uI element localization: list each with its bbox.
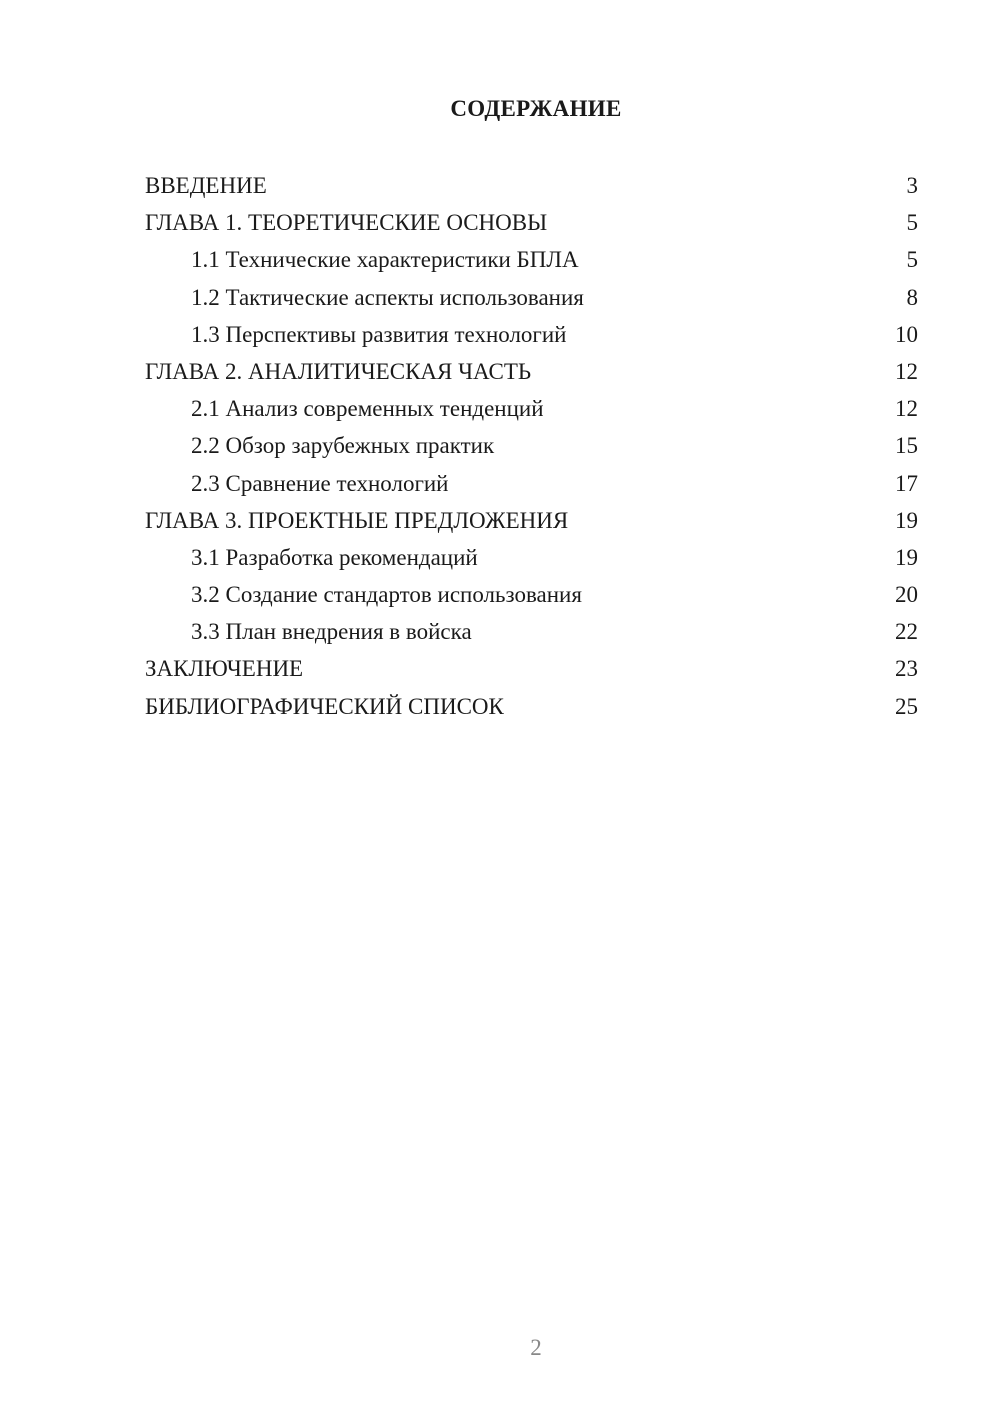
toc-entry-label: 1.1 Технические характеристики БПЛА — [191, 247, 579, 273]
toc-entry-label: ВВЕДЕНИЕ — [145, 173, 267, 198]
toc-entry-label: БИБЛИОГРАФИЧЕСКИЙ СПИСОК — [145, 693, 504, 719]
toc-entry-label: 1.2 Тактические аспекты использования — [191, 284, 584, 310]
toc-entry-label: 2.1 Анализ современных тенденций — [191, 396, 544, 422]
toc-entry-label: 1.3 Перспективы развития технологий — [191, 321, 567, 347]
page-number: 2 — [530, 1335, 542, 1360]
toc-entry-section-2-3 — [145, 465, 918, 502]
toc-entry-chapter-3 — [145, 502, 918, 539]
toc-entry-section-2-1 — [145, 390, 918, 427]
toc-entry-section-1-3 — [145, 316, 918, 353]
toc-entry-section-3-3 — [145, 613, 918, 650]
toc-entry-page: 19 — [895, 507, 918, 533]
toc-entry-section-1-1 — [145, 241, 918, 278]
toc-entry-page: 5 — [906, 247, 918, 273]
toc-title: СОДЕРЖАНИЕ — [450, 96, 622, 121]
toc-entry-label: ГЛАВА 3. ПРОЕКТНЫЕ ПРЕДЛОЖЕНИЯ — [145, 507, 569, 533]
table-of-contents — [145, 167, 918, 725]
toc-entry-page: 12 — [895, 396, 918, 422]
toc-entry-page: 10 — [895, 321, 918, 347]
toc-entry-page: 15 — [895, 433, 918, 459]
toc-entry-introduction — [145, 167, 918, 204]
toc-entry-page: 3 — [906, 173, 918, 198]
toc-entry-section-1-2 — [145, 279, 918, 316]
toc-entry-section-3-2 — [145, 576, 918, 613]
toc-entry-page: 22 — [895, 619, 918, 645]
toc-entry-label: ГЛАВА 1. ТЕОРЕТИЧЕСКИЕ ОСНОВЫ — [145, 210, 548, 236]
toc-entry-page: 17 — [895, 470, 918, 496]
toc-entry-page: 23 — [895, 656, 918, 682]
toc-entry-label: 3.2 Создание стандартов использования — [191, 582, 582, 608]
toc-entry-section-2-2 — [145, 427, 918, 464]
toc-entry-section-3-1 — [145, 539, 918, 576]
toc-entry-label: 2.3 Сравнение технологий — [191, 470, 449, 496]
toc-entry-label: ЗАКЛЮЧЕНИЕ — [145, 656, 304, 682]
toc-entry-page: 12 — [895, 358, 918, 384]
toc-entry-page: 20 — [895, 582, 918, 608]
toc-entry-label: 2.2 Обзор зарубежных практик — [191, 433, 495, 459]
toc-entry-bibliography — [145, 688, 918, 725]
toc-entry-page: 5 — [906, 210, 918, 236]
toc-entry-label: 3.1 Разработка рекомендаций — [191, 544, 478, 570]
toc-entry-label: ГЛАВА 2. АНАЛИТИЧЕСКАЯ ЧАСТЬ — [145, 358, 532, 384]
toc-entry-chapter-1 — [145, 204, 918, 241]
toc-entry-page: 8 — [906, 284, 918, 310]
toc-entry-label: 3.3 План внедрения в войска — [191, 619, 472, 645]
toc-entry-chapter-2 — [145, 353, 918, 390]
toc-entry-page: 19 — [895, 544, 918, 570]
toc-entry-conclusion — [145, 650, 918, 687]
toc-entry-page: 25 — [895, 693, 918, 719]
